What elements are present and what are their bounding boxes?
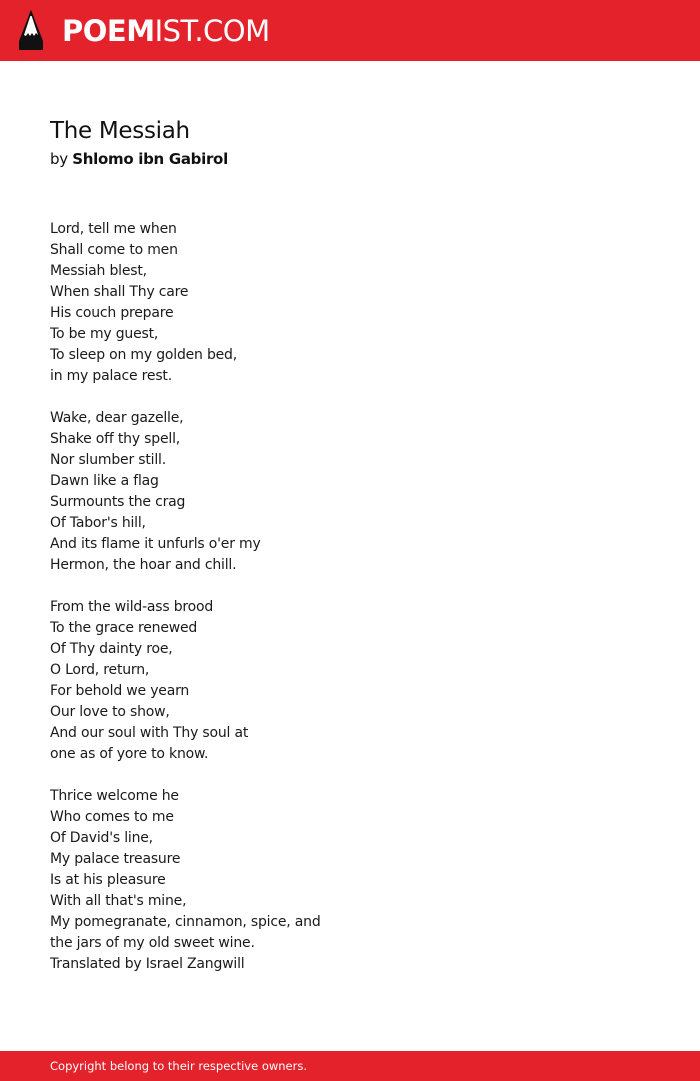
poem-line: With all that's mine, bbox=[50, 893, 187, 909]
poem-line: Of David's line, bbox=[50, 830, 153, 846]
poem-line: Surmounts the crag bbox=[50, 494, 186, 510]
poem-line: Of Thy dainty roe, bbox=[50, 641, 173, 657]
poem-line: Lord, tell me when bbox=[50, 221, 177, 237]
poem-line: From the wild-ass brood bbox=[50, 599, 214, 615]
poem-line: To be my guest, bbox=[50, 326, 159, 342]
pencil-tip-icon bbox=[17, 9, 45, 52]
by-label: by bbox=[50, 150, 68, 168]
poem-stanza-1 bbox=[50, 219, 321, 387]
site-logo[interactable] bbox=[62, 11, 270, 51]
poem-line: Of Tabor's hill, bbox=[50, 515, 146, 531]
poem-line: My pomegranate, cinnamon, spice, and bbox=[50, 914, 321, 930]
poem-line: the jars of my old sweet wine. bbox=[50, 935, 255, 951]
poem-line: To sleep on my golden bed, bbox=[50, 347, 237, 363]
site-footer bbox=[0, 1051, 700, 1081]
poem-line: My palace treasure bbox=[50, 851, 181, 867]
poem-translator-line: Translated by Israel Zangwill bbox=[50, 956, 245, 972]
poem-body bbox=[50, 219, 321, 975]
poem-stanza-2 bbox=[50, 408, 321, 576]
poem-line: O Lord, return, bbox=[50, 662, 150, 678]
poem-line: His couch prepare bbox=[50, 305, 174, 321]
poem-title: The Messiah bbox=[50, 118, 190, 144]
poem-line: Wake, dear gazelle, bbox=[50, 410, 184, 426]
poem-author: Shlomo ibn Gabirol bbox=[72, 150, 228, 168]
poem-line: When shall Thy care bbox=[50, 284, 189, 300]
poem-stanza-4 bbox=[50, 786, 321, 975]
poem-line: Shall come to men bbox=[50, 242, 178, 258]
logo-light-text: IST.COM bbox=[154, 14, 270, 48]
poem-line: one as of yore to know. bbox=[50, 746, 209, 762]
poem-byline bbox=[50, 149, 228, 169]
poem-line: Who comes to me bbox=[50, 809, 174, 825]
poem-line: Thrice welcome he bbox=[50, 788, 179, 804]
poem-line: Hermon, the hoar and chill. bbox=[50, 557, 237, 573]
site-header bbox=[0, 0, 700, 61]
poem-line: Nor slumber still. bbox=[50, 452, 166, 468]
logo-bold-text: POEM bbox=[62, 14, 155, 48]
poem-line: Is at his pleasure bbox=[50, 872, 166, 888]
poem-line: Messiah blest, bbox=[50, 263, 147, 279]
poem-line: And our soul with Thy soul at bbox=[50, 725, 249, 741]
poem-line: in my palace rest. bbox=[50, 368, 172, 384]
poem-line: Our love to show, bbox=[50, 704, 170, 720]
poem-line: For behold we yearn bbox=[50, 683, 190, 699]
poem-line: And its flame it unfurls o'er my bbox=[50, 536, 261, 552]
copyright-text: Copyright belong to their respective owners. bbox=[50, 1059, 308, 1073]
poem-line: Dawn like a flag bbox=[50, 473, 159, 489]
poem-line: Shake off thy spell, bbox=[50, 431, 181, 447]
poem-line: To the grace renewed bbox=[50, 620, 198, 636]
poem-stanza-3 bbox=[50, 597, 321, 765]
